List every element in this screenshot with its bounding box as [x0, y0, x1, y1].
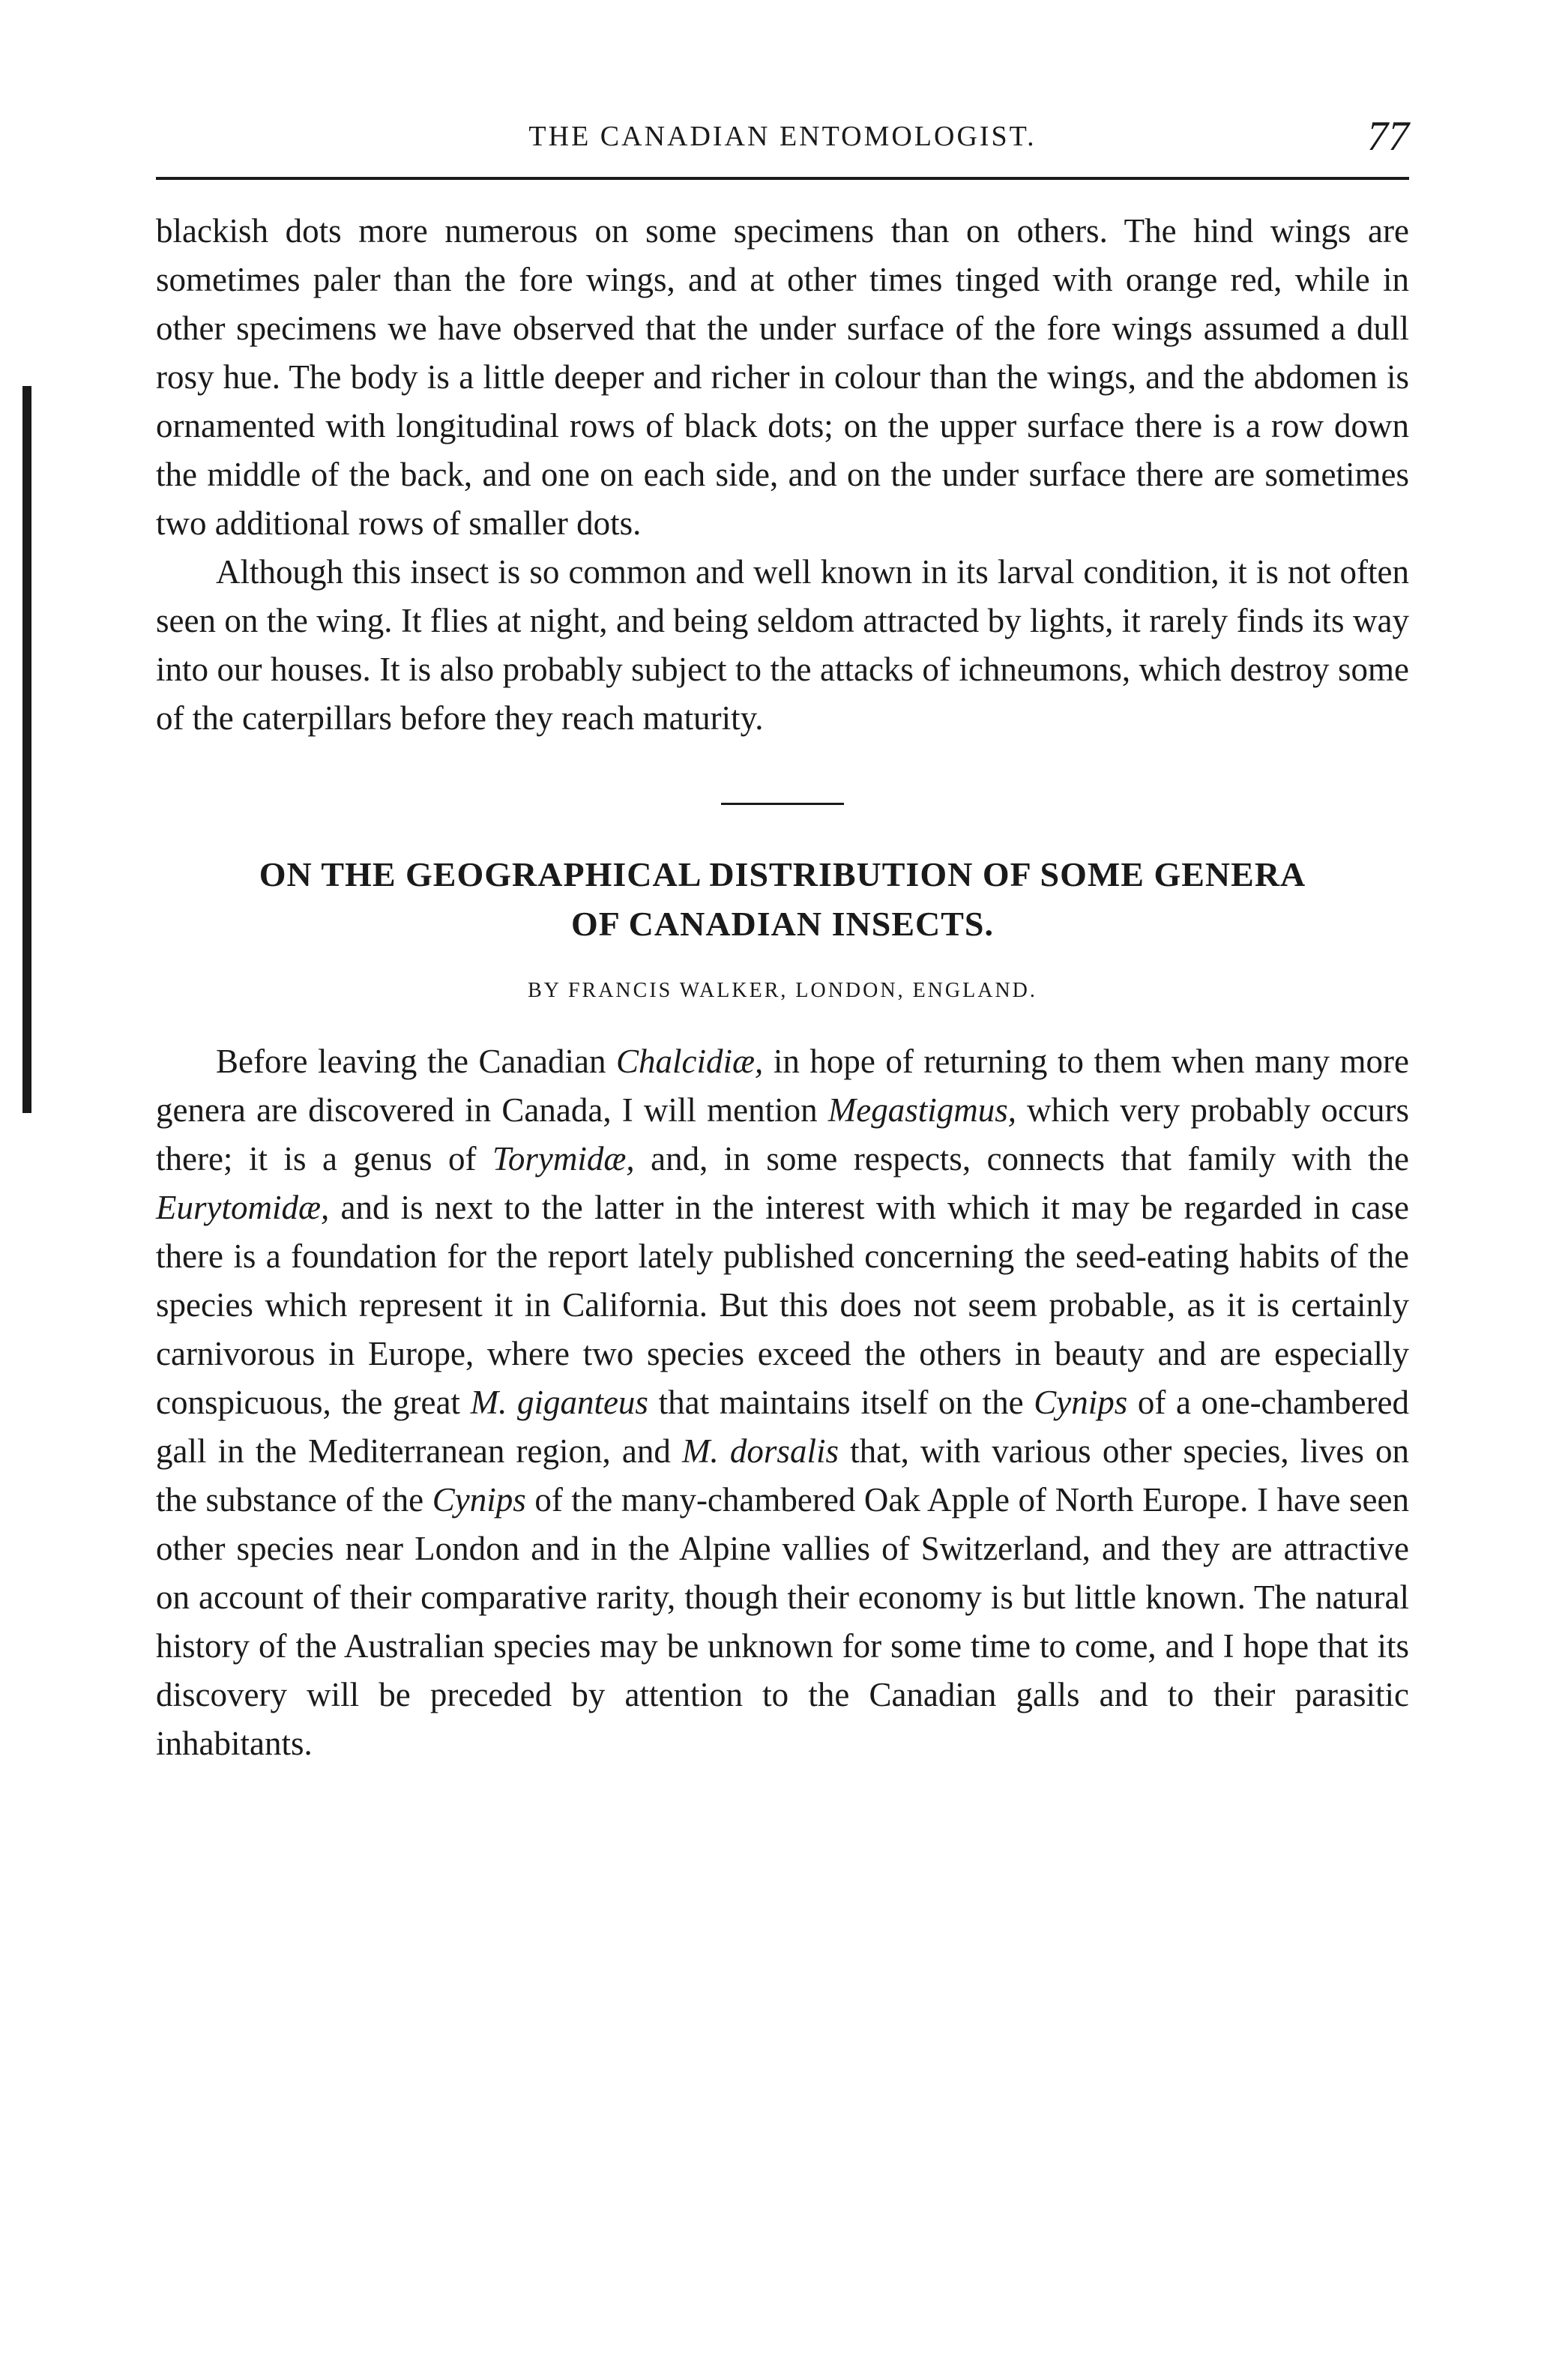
- taxon-name: M. dorsalis: [682, 1432, 839, 1470]
- article-title-line-1: ON THE GEOGRAPHICAL DISTRIBUTION OF SOME GENERA: [259, 855, 1306, 893]
- taxon-name: Cynips: [1034, 1384, 1128, 1421]
- continued-text: [156, 207, 1409, 743]
- paragraph-larval-condition: Although this insect is so common and well known in its larval condition, it is not often seen on the wing. It flies at night, and being seldom attracted by lights, it rarely finds its way into our houses. It is also probably subject to the attacks of ichneumons, which destroy some of the caterpillars before they reach maturity.: [156, 553, 1409, 737]
- taxon-name: Chalcidiæ,: [616, 1043, 764, 1080]
- text-run: and is next to the latter in the interest with which it may be regarded in case there is a foundation for the report lately published concerning the seed-eating habits of the species which represent it in California. But this does not seem probable, as it is certainly carnivorous in Europe, where two species exceed the others in beauty and are especially conspicuous, the great: [156, 1189, 1409, 1421]
- running-title: THE CANADIAN ENTOMOLOGIST.: [528, 121, 1037, 152]
- taxon-name: Cynips: [432, 1481, 526, 1519]
- page: [156, 112, 1409, 1768]
- article-body: [156, 1037, 1409, 1768]
- text-run: that maintains itself on the: [648, 1384, 1034, 1421]
- taxon-name: Torymidæ,: [492, 1140, 635, 1178]
- text-run: in hope of returning to them when many more genera are discovered in Canada, I will mention: [156, 1043, 1409, 1129]
- article-title-line-2: OF CANADIAN INSECTS.: [571, 905, 994, 943]
- running-header: [156, 112, 1409, 172]
- text-run: of the many-chambered Oak Apple of North Europe. I have seen other species near London and in the Alpine vallies of Switzerland, and they are attractive on account of their comparative rarity, though their economy is but little known. The natural history of the Australian species may be unknown for some time to come, and I hope that its discovery will be preceded by attention to the Canadian galls and to their parasitic inhabitants.: [156, 1481, 1409, 1762]
- section-divider: [721, 803, 844, 805]
- page-number: 77: [1367, 113, 1409, 160]
- taxon-name: Megastigmus,: [827, 1091, 1016, 1129]
- text-run: that, with various other species, lives on the substance of the: [156, 1432, 1409, 1519]
- article-byline: BY FRANCIS WALKER, LONDON, ENGLAND.: [528, 979, 1037, 1002]
- article-title: [156, 850, 1409, 949]
- text-run: and, in some respects, connects that family with the: [634, 1140, 1409, 1178]
- paragraph-continued: blackish dots more numerous on some specimens than on others. The hind wings are sometimes paler than the fore wings, and at other times tinged with orange red, while in other specimens we have observed that the under surface of the fore wings assumed a dull rosy hue. The body is a little deeper and richer in colour than the wings, and the abdomen is ornamented with longitudinal rows of black dots; on the upper surface there is a row down the middle of the back, and one on each side, and on the under surface there are sometimes two additional rows of smaller dots.: [156, 212, 1409, 542]
- taxon-name: Eurytomidæ,: [156, 1189, 330, 1226]
- text-run: Before leaving the Canadian: [216, 1043, 616, 1080]
- header-rule: [156, 177, 1409, 180]
- margin-scan-bar: [22, 386, 31, 1113]
- text-run: which very probably occurs there; it is a genus of: [156, 1091, 1409, 1178]
- taxon-name: M. giganteus: [470, 1384, 648, 1421]
- article-paragraph: [156, 1037, 1409, 1768]
- text-run: of a one-chambered gall in the Mediterranean region, and: [156, 1384, 1409, 1470]
